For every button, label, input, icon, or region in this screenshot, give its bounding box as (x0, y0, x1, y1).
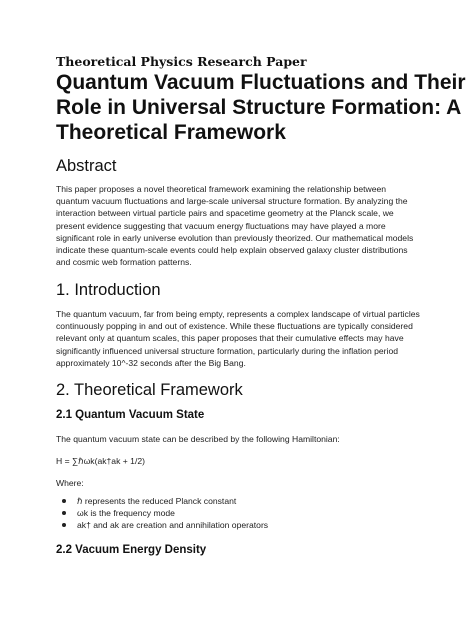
paper-title (56, 70, 466, 145)
vacuum-state-heading: 2.1 Quantum Vacuum State (56, 409, 205, 421)
bullet-icon (62, 511, 66, 515)
text-line: approximately 10^-32 seconds after the Big Bang. (56, 357, 246, 368)
text-line: indicate these quantum-scale events could help explain observed galaxy cluster distributions (56, 245, 408, 256)
title-line: Role in Universal Structure Formation: A (56, 96, 462, 119)
abstract-heading: Abstract (56, 157, 117, 175)
introduction-paragraph (56, 308, 420, 369)
text-line: The quantum vacuum, far from being empty, represents a complex landscape of virtual particles (56, 309, 420, 319)
where-label: Where: (56, 478, 84, 488)
paper-category: Theoretical Physics Research Paper (56, 54, 307, 69)
list-item (56, 495, 268, 507)
symbol-definitions-list (56, 495, 268, 531)
list-item-text: ak† and ak are creation and annihilation operators (77, 520, 269, 530)
title-line: Theoretical Framework (56, 121, 286, 144)
text-line: significant role in early universe evolution than previously theorized. Our mathematical models (56, 232, 414, 243)
bullet-icon (62, 499, 66, 503)
text-line: relevant only at quantum scales, this paper proposes that their cumulative effects may have (56, 333, 404, 344)
bullet-icon (62, 523, 66, 527)
text-line: interaction between virtual particle pairs and spacetime geometry at the Planck scale, we (56, 208, 394, 219)
hamiltonian-equation: H = ∑ℏωk(ak†ak + 1/2) (56, 456, 145, 466)
list-item-text: ℏ represents the reduced Planck constant (77, 496, 237, 506)
text-line: continuously popping in and out of existence. While these fluctuations are typically considered (56, 321, 413, 332)
abstract-paragraph (56, 183, 413, 268)
text-line: and cosmic web formation patterns. (56, 257, 192, 268)
list-item (56, 519, 268, 531)
introduction-heading: 1. Introduction (56, 281, 161, 299)
title-line: Quantum Vacuum Fluctuations and Their (56, 71, 466, 94)
framework-heading: 2. Theoretical Framework (56, 381, 243, 399)
list-item-text: ωk is the frequency mode (77, 508, 175, 518)
list-item (56, 507, 268, 519)
energy-density-heading: 2.2 Vacuum Energy Density (56, 544, 207, 556)
text-line: present evidence suggesting that vacuum energy fluctuations may have played a more (56, 220, 386, 231)
text-line: significantly influenced universal structure formation, particularly during the inflation period (56, 345, 399, 356)
text-line: quantum vacuum fluctuations and large-scale universal structure formation. By analyzing the (56, 196, 408, 207)
text-line: This paper proposes a novel theoretical framework examining the relationship between (56, 184, 387, 194)
vacuum-state-intro: The quantum vacuum state can be described by the following Hamiltonian: (56, 434, 340, 444)
